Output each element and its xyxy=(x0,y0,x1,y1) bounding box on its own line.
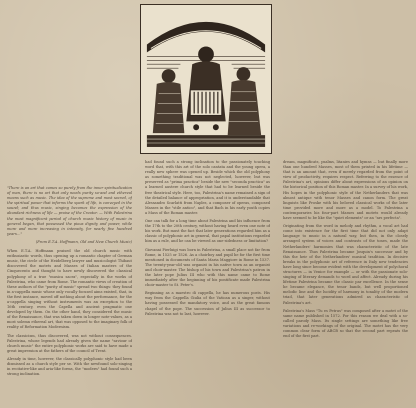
quote-attribution: (From E.T.A. Hoffmann, Old and New Church Music) xyxy=(35,239,132,244)
text-column-2 xyxy=(145,160,270,400)
col2-paragraph-4: Beginning as a maestro di cappella, he has numerous posts. His way from the Cappella Giulia of the Vatican as a singer, without having possessed the mandatory voice, and as the great famous chapel of the pope. The succession of Julius III as successor to Palestrina was not to last, however. xyxy=(145,291,270,316)
woodcut-image xyxy=(141,5,271,153)
text-column-1 xyxy=(7,186,132,400)
col2-paragraph-3: Giovanni Pierluigi was born in Palestrina, a small place not far from Rome, in 1525 or 1526. As a choirboy and pupil he for the first time mentioned in documents of Santa Maria Maggiore in Rome in 1537. The twenty-year-old was organist in his native town as an organist and choir-master. The bishop of his town and Palestrina's patron in the later pope Julius III who with this name came to Rome immediately after the beginning of his pontificate made Palestrina choir-master to St. Peter's. xyxy=(145,247,270,288)
col1-paragraph-3: Already in time, however, the classically polyphonic style had been dismissed as a church style per se. With the newfound solo-singing in recitative-like and aria-like forms, the "modern" had found such a strong inclination. xyxy=(7,356,132,377)
col3-paragraph-3: Palestrina's Mass "Tu es Petrus" was composed after a motet of the same name published in 1572. For this reason we deal with a so-called parody Mass. Its single settings are something like free variations and re-workings of the original. The motet has the very common clear form of ABCB so that the second part repeats the end of the first part. xyxy=(283,308,408,339)
col1-paragraph-1: When E.T.A. Hoffmann praised the old church music with enthusiastic words, thus opening up a romantic chapter of German music, the circle of the Heidelberg lawyer and musicologist Thibaut discovered the motets and Masses of Italian masters of the Cinquecento and thought to have newly discovered the classical polyphony of a true "musica sacra", especially in the works of Palestrina, who came from Rome. The romantic views of creation of these authors of the "purity of music" spread two things: they found in a-cappella music whose only vocally focused aims existed, that, in the first instance, moved off nothing about the performance, for the a-cappella singing without instruments was an exception to the 16th century, even the Capella and ancient pragmatic one developed by them. On the other hand, they considered the music of the Renaissance, that was taken down in longer note-values, as a most solemn ethereal art, that was opposed to the imaginary folk of reality of Reformation Modernism. xyxy=(7,249,132,330)
text-column-3 xyxy=(283,160,408,400)
col2-paragraph-2: One can talk for a long time about Palestrina and his influence from the 17th to the 20th century, without having heard even one note of his work. But must the fact that later generations regarded him as a classic of polyphonic art in general, that papal institutions regarded him as a rule, and he can be viewed as one-sidedness or limitation? xyxy=(145,219,270,244)
col2-paragraph-1: had found such a strong inclination to the passionately touching word that, with this art of the solo cantata and the young opera, a really new sphere was opened up. Beside which the old polyphony as something traditional was not neglected, however, but was preserved as "prima practica" beside the new "seconda practica" as a learned austere church style that had to be learned beside the free theatrical style. Here, too, Palestrina's name remained a sign of the detailed balance of appropriation, and it is understandable that Alessandro Scarlatti from Naples, a composer of operas, composed Masses in the "stile antico", and that Bach in his early youth copies a Mass of the Roman master. xyxy=(145,160,270,215)
col3-paragraph-2: Originating from the word in melody and rhythm, a vocal art had come into existence for the first time that did not only adapt language to music in a natural way, but then, in the closely arranged system of voices and contrasts of the tones, made the Netherlanders' harmonies that was characteristic of the late Renaissance. Thus Palestrina became Josquin's successor and by this the heir of the Netherlanders' musical tradition. In decisive breaks in the polyphonic art of reference in Italy new tendencies have long since become evident with the development of polychoral structures — in Venice for example — or with the passionate solo-singing of literary demands to word and affect. Already during his lifetime Palestrina became the classic par excellence. In the sense he became elegance, the tenor bands, but well proportioned melodic line and the lucidity of harmony in tonality of the modern triad, that later generations admired as characteristic of Palestrina's art. xyxy=(283,224,408,305)
opening-quote: "There is an art that comes so purely from the inner spiritualization of man, there is no art that only needs purity so-and and ethereal means such as music. The idea of the supreme and most sacred, of the spiritual power that informs the spark of life, is conveyed in the sound; and thus music, singing becomes the expression of the abundant richness of life — praise of the Creator. — With Palestrina the most magnificent period of church music history of music in general began, that possessed the pious dignity and power, while more and more increasing in intensity, for nearly five hundred years…" xyxy=(7,186,132,236)
col3-paragraph-1: dream, magnificats, psalms, litanies and hymns — but finally more than one hundred Masses, most of them printed in his lifetime — that is an amount that, even if merely regarded from the point of view of productivity, requires respect. Referring to the essence of Palestrina's art, opinions differ about expressions of an opinion on the historical position of this Roman master. In a survey of his work, His hopes in the polyphonic style of the Netherlanders that was almost antique with tenor Masses and canon form. The great linguists like Proske with his beloved classical works of the later time provided more and more as a model. To Palestrina a contemporaries his four-part Masses and motets would already have seemed to be like the "quiet elements" or an "ars perfecta". xyxy=(283,160,408,221)
col1-paragraph-2: The classicism, thus discovered, was not without consequences. Palestrina, whose legends had already given the name "saviour of church music" the entire polyphonic works are said to have made a great impression at the fathers of the council of Trent. xyxy=(7,333,132,353)
woodcut-illustration xyxy=(140,4,272,154)
